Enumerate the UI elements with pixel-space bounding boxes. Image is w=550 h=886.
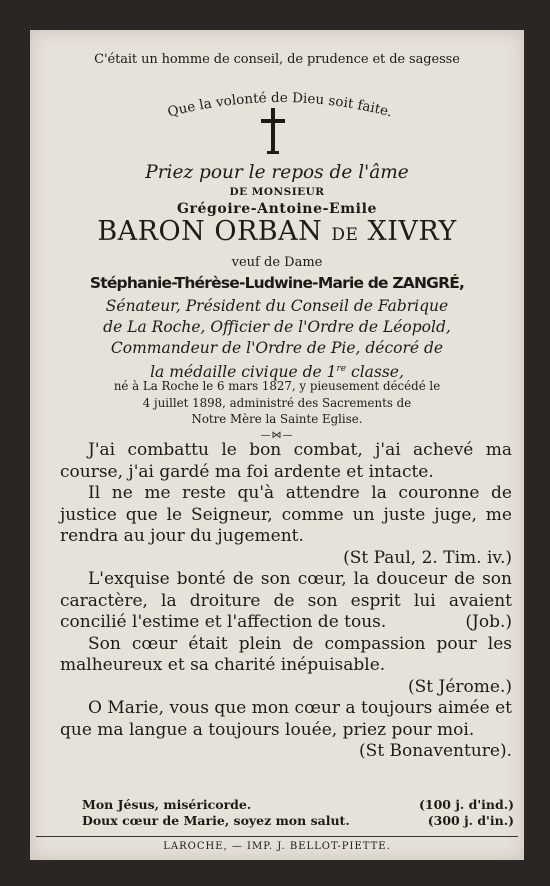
surname-particle: DE (331, 225, 359, 245)
quote-5-text: O Marie, vous que mon cœur a toujours aimée et que ma langue a toujours louée, priez pour moi. (60, 698, 512, 740)
bottom-rule (36, 836, 518, 837)
bio-line: Notre Mère la Sainte Eglise. (191, 412, 363, 426)
titles (30, 296, 524, 383)
printer-line: LAROCHE, — IMP. J. BELLOT-PIETTE. (163, 841, 391, 852)
quote-2-source: (St Paul, 2. Tim. iv.) (343, 547, 512, 568)
epigraph: C'était un homme de conseil, de prudence et de sagesse (94, 52, 460, 67)
quote-5 (60, 698, 512, 761)
title-line: Commandeur de l'Ordre de Pie, décoré de (110, 339, 444, 357)
title-sup: re (336, 364, 347, 374)
surname-part2: XIVRY (358, 216, 457, 247)
memorial-card (30, 30, 524, 860)
bio-line: 4 juillet 1898, administré des Sacrements de (142, 395, 412, 410)
indulgence-text: Doux cœur de Marie, soyez mon salut. (82, 813, 350, 828)
cross-icon (257, 106, 289, 156)
title-line-end: classe, (346, 363, 404, 382)
prayer-line: Priez pour le repos de l'âme (145, 162, 409, 183)
biography (30, 378, 524, 428)
quote-3-source: (Job.) (465, 612, 512, 632)
indulgence-text: Mon Jésus, miséricorde. (82, 797, 252, 812)
deceased-name (30, 216, 524, 247)
indulgence-note: (300 j. d'in.) (427, 813, 514, 828)
quote-3 (60, 569, 512, 634)
quote-2: Il ne me reste qu'à attendre la couronne de justice que le Seigneur, comme un juste juge, me rendra au jour du jugement. (60, 483, 512, 546)
quote-3-text: L'exquise bonté de son cœur, la douceur de son caractère, la droiture de son esprit lui avaient concilié l'estime et l'affection de tous. (60, 569, 512, 632)
indulgence-row (82, 797, 514, 813)
de-monsieur: DE MONSIEUR (229, 186, 325, 198)
indulgences (82, 797, 514, 829)
indulgence-row (82, 813, 514, 829)
title-line-text: la médaille civique de 1 (150, 363, 337, 382)
quote-4-source: (St Jérome.) (408, 676, 512, 697)
bio-line: né à La Roche le 6 mars 1827, y pieusement décédé le (113, 379, 441, 393)
quote-4: Son cœur était plein de compassion pour les malheureux et sa charité inépuisable. (60, 633, 512, 675)
title-line: de La Roche, Officier de l'Ordre de Léopold, (103, 318, 451, 336)
wife-name: Stéphanie-Thérèse-Ludwine-Marie de ZANGRÉ, (89, 274, 465, 292)
surname-part1: BARON ORBAN (97, 216, 332, 247)
arc-motto-text: Que la volonté de Dieu soit faite. (165, 89, 395, 121)
indulgence-note: (100 j. d'ind.) (419, 797, 514, 812)
quote-1: J'ai combattu le bon combat, j'ai achevé ma course, j'ai gardé ma foi ardente et intacte. (60, 440, 512, 482)
ornament-divider: —⋈— (260, 430, 294, 441)
quotes-section (60, 440, 512, 763)
quote-5-source: (St Bonaventure). (359, 741, 512, 761)
widower-line: veuf de Dame (231, 255, 323, 270)
title-line: Sénateur, Président du Conseil de Fabrique (105, 297, 449, 315)
first-names: Grégoire-Antoine-Emile (176, 201, 378, 217)
